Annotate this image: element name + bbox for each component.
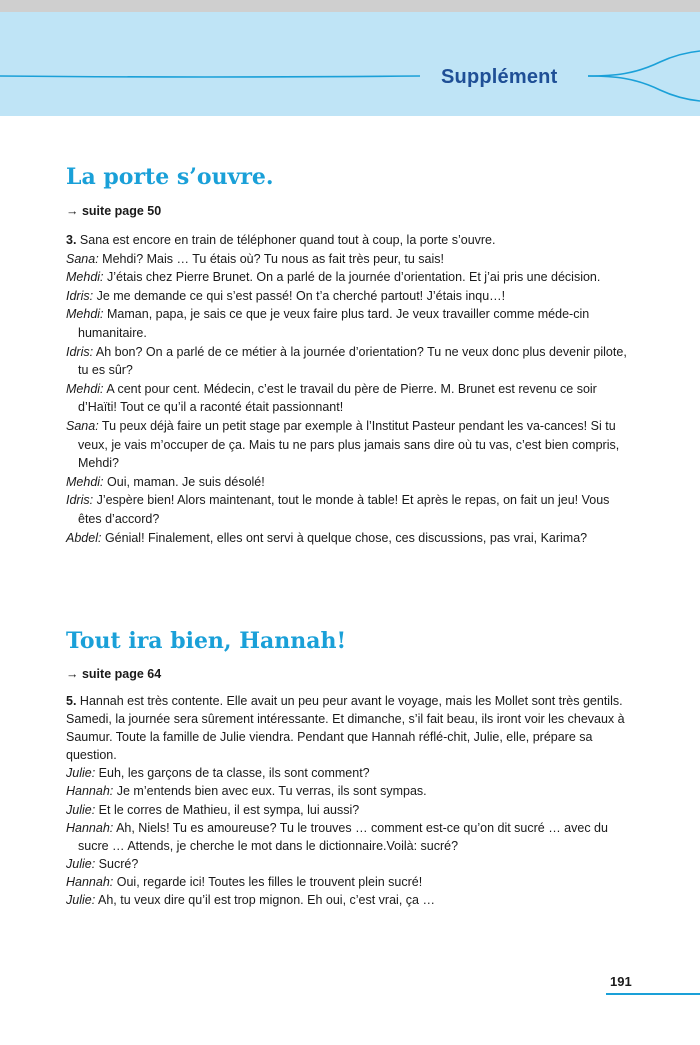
dialogue-block-hannah (66, 692, 632, 909)
suite-link-page-50[interactable]: → suite page 50 (66, 204, 162, 218)
dialogue-line (66, 417, 632, 473)
dialogue-text: Je m’entends bien avec eux. Tu verras, ils sont sympas. (116, 784, 427, 799)
dialogue-text: Ah bon? On a parlé de ce métier à la journée d’orientation? Tu ne veux donc plus devenir pilote, tu es sûr? (78, 344, 627, 378)
dialogue-text: J’espère bien! Alors maintenant, tout le monde à table! Et après le repas, on fait un jeu! Vous êtes d’accord? (78, 493, 610, 526)
speaker-name: Julie: (66, 893, 96, 908)
dialogue-line (66, 343, 632, 380)
dialogue-line (66, 268, 632, 287)
dialogue-line (66, 855, 632, 873)
speaker-name: Hannah: (66, 874, 114, 889)
dialogue-line (66, 305, 632, 342)
speaker-name: Hannah: (66, 784, 114, 799)
page-number-rule (606, 993, 700, 995)
dialogue-line (66, 287, 632, 306)
dialogue-line (66, 529, 632, 548)
section-title-porte: La porte s’ouvre. (66, 164, 274, 190)
header-band (0, 12, 700, 116)
dialogue-line (66, 782, 632, 800)
dialogue-text: Ah, Niels! Tu es amoureuse? Tu le trouves … comment est-ce qu’on dit sucré … avec du sucre … Attends, je cherche le mot dans le dictionnaire.Voilà: sucré? (78, 820, 608, 853)
dialogue-text: Maman, papa, je sais ce que je veux faire plus tard. Je veux travailler comme méde-cin humanitaire. (78, 307, 590, 340)
dialogue-text: Sucré? (98, 856, 139, 871)
speaker-name: Julie: (66, 766, 96, 781)
dialogue-line (66, 491, 632, 528)
paragraph-number: 3. (66, 233, 77, 247)
dialogue-block-porte (66, 231, 632, 547)
header-wave-decoration (0, 12, 700, 116)
page-top-edge (0, 0, 700, 12)
dialogue-line (66, 764, 632, 782)
speaker-name: Idris: (66, 344, 94, 359)
speaker-name: Hannah: (66, 820, 114, 835)
speaker-name: Idris: (66, 288, 94, 303)
supplement-label: Supplément (441, 66, 558, 88)
paragraph-number: 5. (66, 694, 77, 708)
dialogue-text: Oui, maman. Je suis désolé! (107, 474, 265, 489)
dialogue-text: Génial! Finalement, elles ont servi à quelque chose, ces discussions, pas vrai, Karima? (104, 530, 588, 545)
dialogue-line (66, 801, 632, 819)
suite-link-page-64[interactable]: → suite page 64 (66, 667, 162, 681)
dialogue-text: Tu peux déjà faire un petit stage par exemple à l’Institut Pasteur pendant les va-cances! Si tu veux, je vais m’occuper de ça. Mais tu ne pars plus jamais sans dire où tu vas, c’est bien compris, Mehdi? (78, 418, 620, 471)
dialogue-line (66, 250, 632, 269)
intro-paragraph (66, 231, 632, 250)
dialogue-text: A cent pour cent. Médecin, c’est le travail du père de Pierre. M. Brunet est revenu ce soir d’Haïti! Tout ce qu’il a raconté était passionnant! (78, 381, 597, 415)
speaker-name: Sana: (66, 251, 99, 266)
page-number: 191 (610, 974, 632, 989)
speaker-name: Mehdi: (66, 270, 104, 285)
speaker-name: Julie: (66, 802, 96, 817)
speaker-name: Idris: (66, 493, 94, 508)
dialogue-text: Je me demande ce qui s’est passé! On t’a cherché partout! J’étais inqu…! (96, 288, 506, 303)
dialogue-line (66, 891, 632, 909)
intro-text: Hannah est très contente. Elle avait un peu peur avant le voyage, mais les Mollet sont très gentils. Samedi, la journée sera sûrement intéressante. Et dimanche, s’il fait beau, ils iront voir les chevaux à Saumur. Toute la famille de Julie viendra. Pendant que Hannah réflé-chit, Julie, elle, prépare sa question. (66, 694, 625, 763)
intro-text: Sana est encore en train de téléphoner quand tout à coup, la porte s’ouvre. (79, 233, 496, 247)
speaker-name: Sana: (66, 418, 99, 433)
speaker-name: Julie: (66, 856, 96, 871)
speaker-name: Mehdi: (66, 381, 104, 396)
dialogue-text: Mehdi? Mais … Tu étais où? Tu nous as fait très peur, tu sais! (102, 251, 444, 266)
dialogue-text: Oui, regarde ici! Toutes les filles le trouvent plein sucré! (116, 874, 423, 889)
speaker-name: Mehdi: (66, 307, 104, 322)
dialogue-text: Et le corres de Mathieu, il est sympa, lui aussi? (98, 802, 360, 817)
dialogue-line (66, 873, 632, 891)
dialogue-text: J’étais chez Pierre Brunet. On a parlé de la journée d’orientation. Et j’ai pris une décision. (107, 270, 601, 285)
intro-paragraph (66, 692, 632, 764)
dialogue-line (66, 473, 632, 492)
dialogue-line (66, 819, 632, 855)
speaker-name: Abdel: (66, 530, 102, 545)
speaker-name: Mehdi: (66, 474, 104, 489)
section-title-hannah: Tout ira bien, Hannah! (66, 628, 347, 654)
dialogue-line (66, 380, 632, 417)
dialogue-text: Euh, les garçons de ta classe, ils sont comment? (98, 766, 370, 781)
dialogue-text: Ah, tu veux dire qu’il est trop mignon. Eh oui, c’est vrai, ça … (97, 893, 435, 908)
